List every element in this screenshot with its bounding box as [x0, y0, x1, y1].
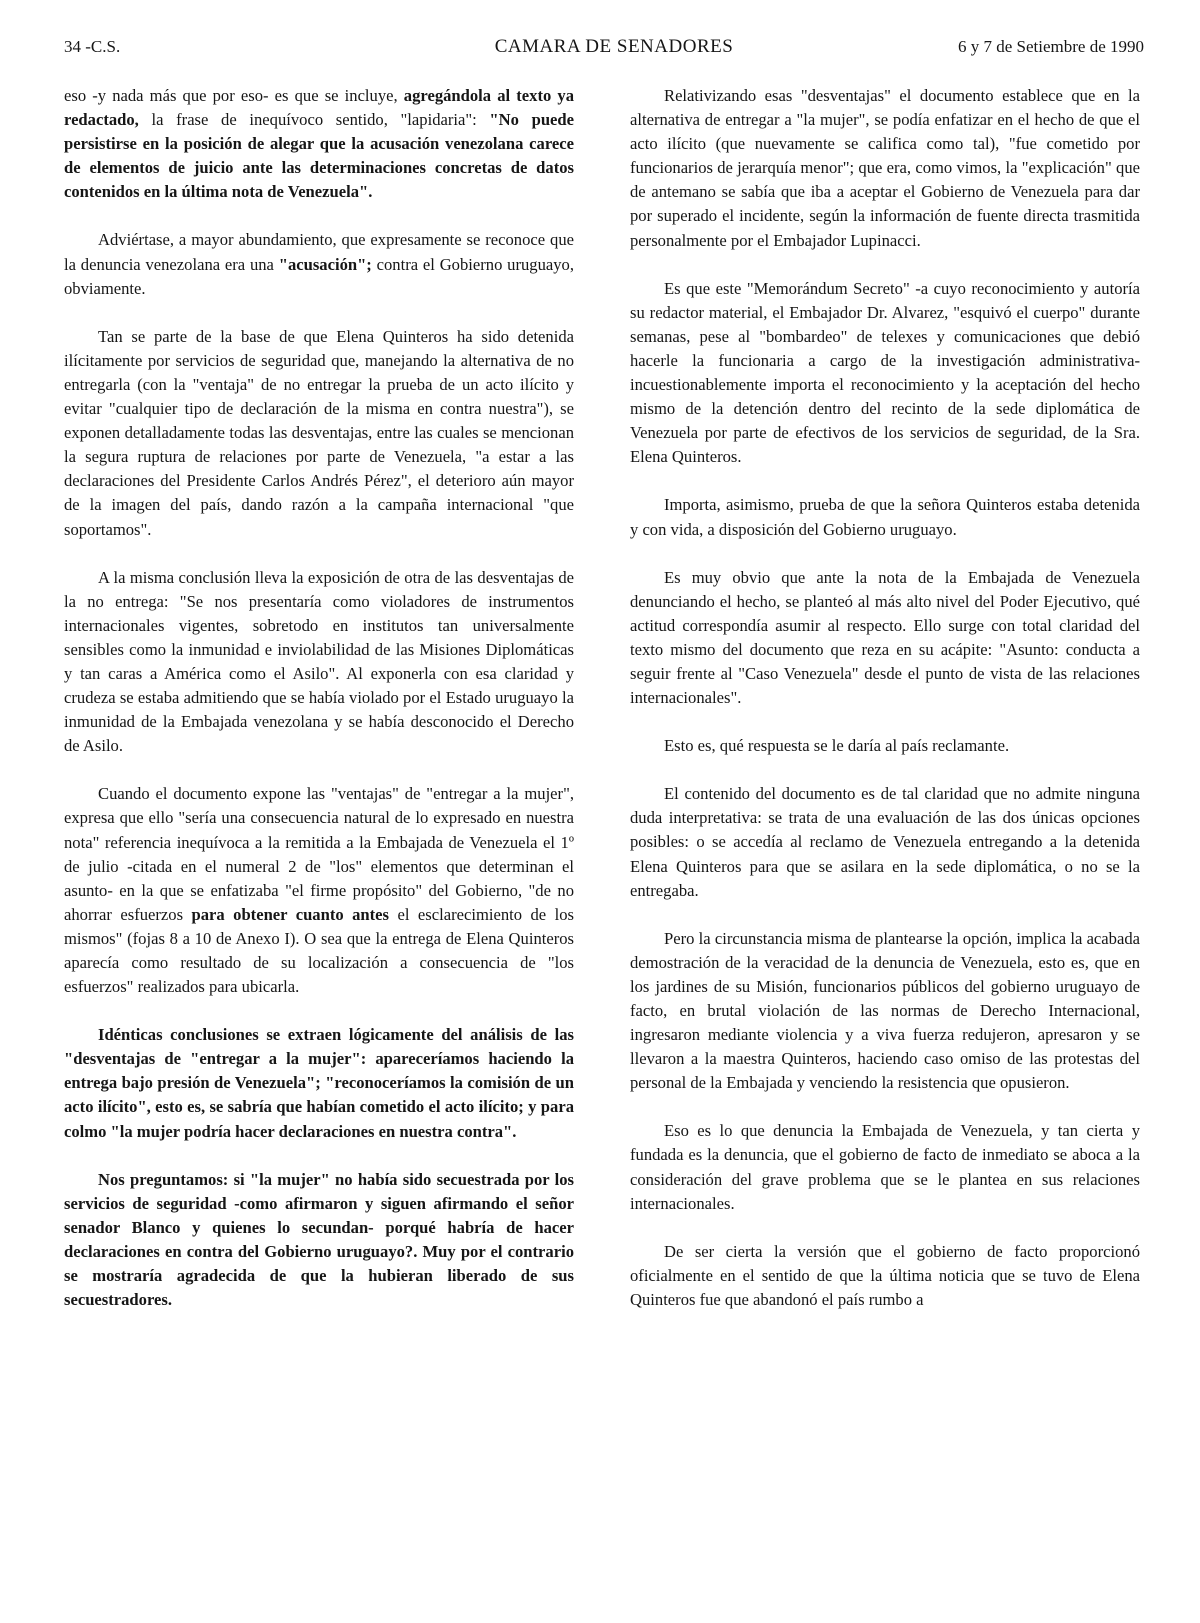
paragraph [64, 782, 574, 999]
paragraph: Es muy obvio que ante la nota de la Embajada de Venezuela denunciando el hecho, se planteó al más alto nivel del Poder Ejecutivo, qué actitud correspondía asumir al respecto. Ello surge con total claridad del texto mismo del documento que reza en su acápite: "Asunto: conducta a seguir frente al "Caso Venezuela" desde el punto de vista de las relaciones internacionales". [630, 567, 1140, 708]
session-date: 6 y 7 de Setiembre de 1990 [957, 37, 1144, 56]
paragraph: Tan se parte de la base de que Elena Quinteros ha sido detenida ilícitamente por servicios de seguridad que, manejando la alternativa de no entregarla (con la "ventaja" de no entregar la prueba de un acto ilícito y evitar "cualquier tipo de declaración de la misma en contra nuestra"), se exponen detalladamente todas las desventajas, entre las cuales se mencionan la segura ruptura de relaciones por parte de Venezuela, "a estar a las declaraciones del Presidente Carlos Andrés Pérez", el deterioro aún mayor de la imagen del país, dando razón a la campaña internacional "que soportamos". [64, 326, 574, 539]
text-run: la frase de inequívoco sentido, "lapidaria": [138, 110, 490, 130]
bold-text-run: para obtener cuanto antes [191, 904, 389, 924]
paragraph: A la misma conclusión lleva la exposición de otra de las desventajas de la no entrega: "Se nos presentaría como violadores de instrumentos internacionales vigentes, sobretodo en institutos tan universalmente sensibles como la inmunidad e inviolabilidad de las Misiones Diplomáticas y tan caras a América como el Asilo". Al exponerla con esa claridad y crudeza se estaba admitiendo que se había violado por el Estado uruguayo la inmunidad de la Embajada venezolana y se había desconocido el Derecho de Asilo. [64, 567, 574, 756]
paragraph: Pero la circunstancia misma de plantearse la opción, implica la acabada demostración de la veracidad de la denuncia de Venezuela, esto es, que en los jardines de su Misión, funcionarios públicos del gobierno uruguayo de facto, en brutal violación de las normas de Derecho Internacional, ingresaron mediante violencia y a viva fuerza redujeron, apresaron y se llevaron a la maestra Quinteros, haciendo caso omiso de las protestas del personal de la Embajada y venciendo la resistencia que opusieron. [630, 928, 1140, 1093]
right-column [630, 84, 1140, 1336]
text-run: eso -y nada más que por eso- es que se incluye, [64, 86, 404, 105]
running-title: CAMARA DE SENADORES [494, 36, 734, 57]
paragraph: Esto es, qué respuesta se le daría al país reclamante. [664, 736, 1010, 756]
text-run: el esclarecimiento de los mismos" (fojas 8 a 10 de Anexo I). O sea que la entrega de Elena Quinteros aparecía como resultado de su localización a consecuencia de "los esfuerzos" realizados para ubicarla. [64, 904, 574, 997]
bold-text-run: agregándola al texto ya redactado, [64, 86, 574, 130]
paragraph [64, 84, 574, 204]
paragraph: Importa, asimismo, prueba de que la señora Quinteros estaba detenida y con vida, a disposición del Gobierno uruguayo. [630, 495, 1140, 539]
text-run: Adviértase, a mayor abundamiento, que expresamente se reconoce que la denuncia venezolana era una [64, 230, 574, 274]
bold-text-run: "acusación"; [278, 254, 372, 274]
page-header [64, 34, 1164, 60]
bold-paragraph: Nos preguntamos: si "la mujer" no había sido secuestrada por los servicios de seguridad -como afirmaron y siguen afirmando el señor senador Blanco y quienes lo secundan- porqué habría de hacer declaraciones en contra del Gobierno uruguayo?. Muy por el contrario se mostraría agradecida de que la hubieran liberado de sus secuestradores. [64, 1169, 574, 1310]
text-run: Cuando el documento expone las "ventajas" de "entregar a la mujer", expresa que ello "sería una consecuencia natural de lo expresado en nuestra nota" referencia inequívoca a la remitida a la Embajada de Venezuela el 1º de julio -citada en el numeral 2 de "los" elementos que determinan el asunto- en la que se enfatizaba "el firme propósito" del Gobierno, "de no ahorrar esfuerzos [64, 784, 574, 924]
bold-paragraph: Idénticas conclusiones se extraen lógicamente del análisis de las "desventajas de "entregar a la mujer": apareceríamos haciendo la entrega bajo presión de Venezuela"; "reconoceríamos la comisión de un acto ilícito", esto es, se sabría que habían cometido el acto ilícito; y para colmo "la mujer podría hacer declaraciones en nuestra contra". [64, 1025, 574, 1141]
text-run: contra el Gobierno uruguayo, obviamente. [64, 254, 574, 298]
paragraph: Relativizando esas "desventajas" el documento establece que en la alternativa de entregar a "la mujer", se podía enfatizar en el hecho de que el acto ilícito (que nuevamente se califica como tal), "fue cometido por funcionarios de jerarquía menor"; que era, como vimos, la "explicación" que de antemano se sabía que iba a aceptar el Gobierno de Venezuela para dar por superado el incidente, según la información de fuente directa trasmitida personalmente por el Embajador Lupinacci. [630, 86, 1140, 250]
paragraph: Eso es lo que denuncia la Embajada de Venezuela, y tan cierta y fundada es la denuncia, que el gobierno de facto de inmediato se aboca a la consideración del grave problema que se le plantea en sus relaciones internacionales. [630, 1121, 1140, 1213]
paragraph: De ser cierta la versión que el gobierno de facto proporcionó oficialmente en el sentido de que la última noticia que se tuvo de Elena Quinteros fue que abandonó el país rumbo a [630, 1241, 1140, 1309]
paragraph: El contenido del documento es de tal claridad que no admite ninguna duda interpretativa: se trata de una evaluación de las dos únicas opciones posibles: o se accedía al reclamo de Venezuela entregando a la detenida Elena Quinteros para que se asilara en la sede diplomática, o no se la entregaba. [630, 784, 1140, 900]
page-number: 34 -C.S. [64, 37, 121, 56]
bold-quote: "No puede persistirse en la posición de alegar que la acusación venezolana carece de elementos de juicio ante las determinaciones concretas de datos contenidos en la última nota de Venezuela". [64, 110, 575, 202]
paragraph: Es que este "Memorándum Secreto" -a cuyo reconocimiento y autoría su redactor material, el Embajador Dr. Alvarez, "esquivó el cuerpo" durante semanas, pese al "bombardeo" de telexes y comunicaciones que debió hacerle la funcionaria a cargo de la investigación administrativa- incuestionablemente importa el reconocimiento y la aceptación del hecho mismo de la detención dentro del recinto de la sede diplomática de Venezuela por parte de efectivos de los servicios de seguridad, de la Sra. Elena Quinteros. [630, 278, 1140, 467]
paragraph [64, 228, 574, 300]
left-column [64, 84, 574, 1336]
